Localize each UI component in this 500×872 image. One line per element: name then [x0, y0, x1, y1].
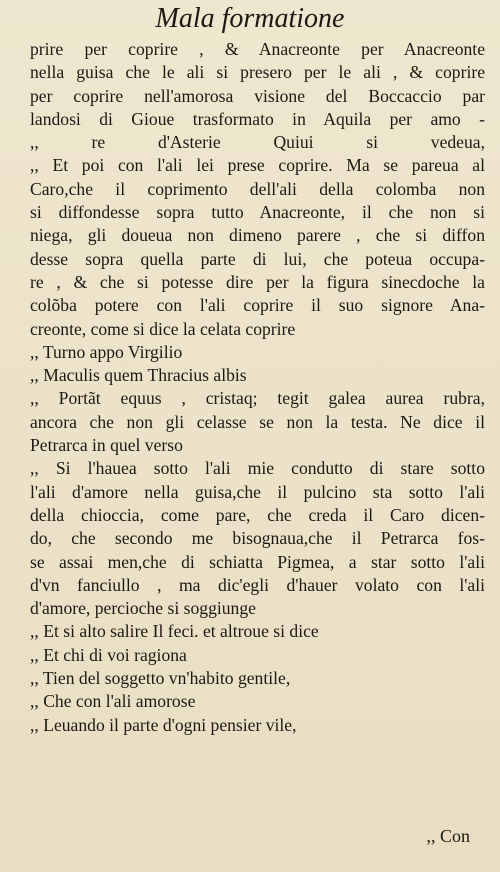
text-line: si diffondesse sopra tutto Anacreonte, il che non si: [30, 202, 485, 223]
text-line: ,, Tien del soggetto vn'habito gentile,: [30, 668, 291, 689]
text-line: ancora che non gli celasse se non la testa. Ne dice il: [30, 411, 485, 432]
text-line: d'amore, percioche si soggiunge: [30, 598, 256, 619]
text-line: ,, Et chi di voi ragiona: [30, 644, 187, 665]
catchword: ,, Con: [426, 826, 470, 846]
text-line: della chioccia, come pare, che creda il Caro dicen-: [30, 504, 485, 525]
text-line: l'ali d'amore nella guisa,che il pulcino sta sotto l'ali: [30, 481, 485, 502]
text-line: Caro,che il coprimento dell'ali della colomba non: [30, 178, 485, 199]
text-line: ,, Et si alto salire Il feci. et altroue si dice: [30, 621, 319, 642]
text-line: desse sopra quella parte di lui, che poteua occupa-: [30, 248, 485, 269]
text-line: per coprire nell'amorosa visione del Boccaccio par: [30, 85, 485, 106]
text-line: d'vn fanciullo , ma dic'egli d'hauer volato con l'ali: [30, 574, 485, 595]
text-line: ,, Portãt equus , cristaq; tegit galea aurea rubra,: [30, 388, 485, 409]
text-line: niega, gli doueua non dimeno parere , che si diffon: [30, 225, 485, 246]
text-line: ,, Si l'hauea sotto l'ali mie condutto di stare sotto: [30, 458, 485, 479]
text-line: ,, Et poi con l'ali lei prese coprire. Ma se pareua al: [30, 155, 485, 176]
text-line: ,, re d'Asterie Quiui si vedeua,: [30, 132, 485, 153]
text-line: landosi di Gioue trasformato in Aquila per amo -: [30, 108, 485, 129]
text-line: do, che secondo me bisognaua,che il Petrarca fos-: [30, 528, 485, 549]
text-line: se assai men,che di schiatta Pigmea, a star sotto l'ali: [30, 551, 485, 572]
text-line: colõba potere con l'ali coprire il suo signore Ana-: [30, 295, 485, 316]
text-line: ,, Maculis quem Thracius albis: [30, 365, 247, 386]
text-line: ,, Che con l'ali amorose: [30, 691, 196, 712]
text-line: creonte, come si dice la celata coprire: [30, 318, 296, 339]
text-line: re , & che si potesse dire per la figura sinecdoche la: [30, 271, 485, 292]
text-line: nella guisa che le ali si presero per le ali , & coprire: [30, 62, 485, 83]
text-line: prire per coprire , & Anacreonte per Anacreonte: [30, 39, 485, 59]
text-line: ,, Turno appo Virgilio: [30, 341, 183, 362]
text-line: Petrarca in quel verso: [30, 435, 183, 456]
running-head: Mala formatione: [155, 3, 345, 34]
text-line: ,, Leuando il parte d'ogni pensier vile,: [30, 714, 297, 735]
body-text: [30, 38, 485, 737]
